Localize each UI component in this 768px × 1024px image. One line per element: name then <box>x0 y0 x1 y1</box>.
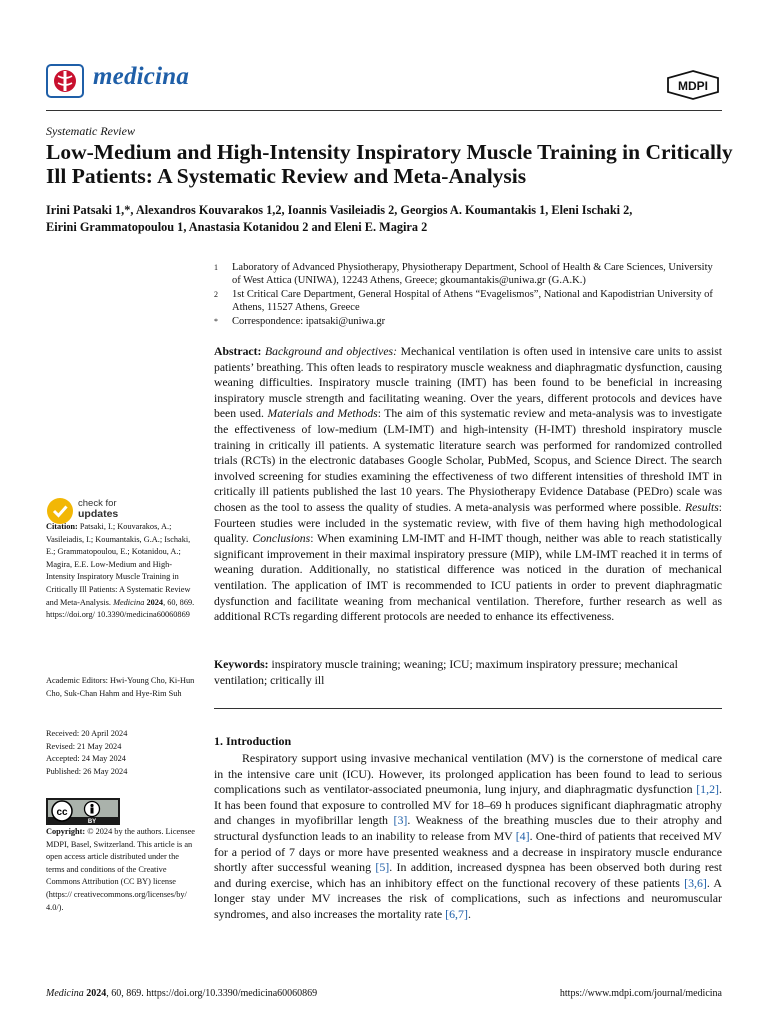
citation-journal: Medicina <box>113 597 145 607</box>
intro-text: . <box>467 906 471 921</box>
mdpi-logo-text: MDPI <box>678 79 708 93</box>
mdpi-logo[interactable] <box>666 70 720 100</box>
citation-link[interactable]: [6,7] <box>445 906 468 921</box>
citation-link[interactable]: [3] <box>393 813 408 828</box>
footer-journal-url[interactable]: https://www.mdpi.com/journal/medicina <box>559 988 722 999</box>
abstract-bg-label: Background and objectives: <box>264 345 397 358</box>
author-list <box>46 202 736 236</box>
revised-date: Revised: 21 May 2024 <box>46 741 122 751</box>
header-rule <box>46 110 722 111</box>
citation-label: Citation: <box>46 522 78 531</box>
check-updates-line1: check for <box>78 498 117 509</box>
affiliation-text: 1st Critical Care Department, General Hospital of Athens “Evagelismos”, National and Kapodistrian University of Athens, 11527 Athens, Greece <box>232 289 713 313</box>
abstract-conclusions-label: Conclusions <box>252 532 311 546</box>
intro-text: . Weakness of the breathing muscles due to their atrophy and structural dysfunction leads to an inability to release from MV <box>214 813 722 843</box>
citation-link[interactable]: [5] <box>375 860 390 875</box>
received-date: Received: 20 April 2024 <box>46 729 128 738</box>
abstract-results-label: Results <box>684 500 719 514</box>
article-type: Systematic Review <box>46 124 135 138</box>
intro-text: . It has been found that exposure to controlled MV for 18–69 h produces significant diaphragmatic atrophy and changes in myofibrillar length <box>214 782 722 828</box>
abstract-label: Abstract: <box>214 345 262 358</box>
citation-year: 2024 <box>144 597 164 607</box>
authors-line-1: Irini Patsaki 1,*, Alexandros Kouvarakos 1,2, Ioannis Vasileiadis 2, Georgios A. Koumantakis 1, Eleni Ischaki 2, <box>46 203 633 217</box>
footer-year: 2024 <box>83 988 107 999</box>
citation-block <box>46 521 196 622</box>
keywords-text: inspiratory muscle training; weaning; ICU; maximum inspiratory pressure; mechanical ventilation; critically ill <box>214 658 678 687</box>
article-title: Low-Medium and High-Intensity Inspiratory Muscle Training in Critically Ill Patients: A Systematic Review and Meta-Analysis <box>46 140 733 188</box>
copyright-text: © 2024 by the authors. Licensee MDPI, Basel, Switzerland. This article is an open access article distributed under the terms and conditions of the Creative Commons Attribution (CC BY) license (https:// creativecommons.org/licenses/by/ 4.0/). <box>46 827 195 912</box>
intro-paragraph <box>214 751 722 923</box>
section-rule <box>214 708 722 709</box>
footer-journal: Medicina <box>46 988 84 999</box>
authors-line-2: Eirini Grammatopoulou 1, Anastasia Kotanidou 2 and Eleni E. Magira 2 <box>46 220 428 234</box>
dates-block <box>46 728 196 778</box>
citation-link[interactable]: [1,2] <box>696 782 720 797</box>
medicina-emblem-icon <box>46 64 84 98</box>
correspondence <box>214 315 724 328</box>
correspondence-text[interactable]: Correspondence: ipatsaki@uniwa.gr <box>232 316 386 327</box>
cc-by-license-badge[interactable] <box>46 798 120 825</box>
affiliation-num: 1 <box>214 263 218 272</box>
affiliation-2 <box>214 288 724 314</box>
footer-doi[interactable]: , 60, 869. https://doi.org/10.3390/medicina60060869 <box>106 988 318 999</box>
copyright-block <box>46 826 196 914</box>
published-date: Published: 26 May 2024 <box>46 766 128 776</box>
abstract-bg-text: Mechanical ventilation is often used in intensive care units to assist patients’ breathing. This often leads to respiratory muscle weakness and diaphragmatic dysfunction, causing weaning difficulties. Inspiratory muscle training (IMT) has been found to be beneficial in increasing inspiratory muscle strength and facilitating weaning. Over the years, different protocols and devices have been used. <box>214 345 723 421</box>
citation-link[interactable]: [3,6] <box>684 875 707 890</box>
affiliation-1 <box>214 261 724 287</box>
academic-editors: Academic Editors: Hwi-Young Cho, Ki-Hun Cho, Suk-Chan Hahm and Hye-Rim Suh <box>46 676 195 698</box>
citation-doi[interactable]: , 60, 869. https://doi.org/ 10.3390/medicina60060869 <box>46 597 195 620</box>
abstract-mm-label: Materials and Methods <box>267 407 378 421</box>
abstract-mm-text: : The aim of this systematic review and meta-analysis was to investigate the effectiveness of low-medium (LM-IMT) and high-intensity (H-IMT) threshold inspiratory muscle training in critically ill patients. A systematic literature search was performed for randomized controlled trials (RCTs) in the electronic databases Google Scholar, PubMed, Scopus, and Science Direct. The search involved screening for studies examining the effectiveness of two different intensities of threshold IMT in critically ill patients published the last 10 years. The Physiotherapy Evidence Database (PEDro) scale was chosen as the tool to assess the quality of studies. A meta-analysis was performed where possible. <box>214 407 722 514</box>
abstract-results-text: : Fourteen studies were included in the systematic review, with five of them having high methodological quality. <box>214 500 722 546</box>
affiliation-num: 2 <box>214 290 218 299</box>
section-heading: 1. Introduction <box>214 734 292 748</box>
keywords <box>214 657 722 688</box>
intro-text: . A longer stay under MV increases the risk of complications, such as infections and neuromuscular syndromes, and also increases the mortality rate <box>214 875 722 921</box>
citation-link[interactable]: [4] <box>515 828 530 843</box>
affiliation-num: * <box>214 317 218 326</box>
accepted-date: Accepted: 24 May 2024 <box>46 754 126 764</box>
copyright-label: Copyright: <box>46 827 86 836</box>
intro-text: . In addition, increased dyspnea has been observed both during rest and during exercise, which has an inhibitory effect on the functional recovery of these patients <box>214 860 722 890</box>
affiliations <box>214 261 724 329</box>
abstract <box>214 344 722 625</box>
keywords-label: Keywords: <box>214 658 269 671</box>
intro-text: Respiratory support using invasive mechanical ventilation (MV) is the cornerstone of medical care in the intensive care unit (ICU). However, its prolonged application has been found to lead to serious complications such as ventilator-associated pneumonia, lung injury, and diaphragmatic dysfunction <box>214 751 722 797</box>
abstract-conclusions-text: : When examining LM-IMT and H-IMT though, neither was able to reach statistically significant improvement in their maximal inspiratory pressure (MIP), while LM-IMT reached it in terms of weaning duration. Additionally, no statistical difference was noticed in the duration of mechanical ventilation. The application of IMT is recommended to ICU patients in order to prevent diaphragmatic dysfunction and facilitate weaning from mechanical ventilation. Therefore, further research as well as additional RCTs regarding different protocols are needed to enhance its effectiveness. <box>214 532 722 624</box>
intro-text: . One-third of patients that received MV for a period of 7 days or more have presented weakness and a decrease in inspiratory muscle endurance shortly after successful weaning <box>214 828 722 875</box>
citation-text: Patsaki, I.; Kouvarakos, A.; Vasileiadis, I.; Koumantakis, G.A.; Ischaki, E.; Grammatopoulou, E.; Kotanidou, A.; Magira, E.E. Low-Medium and High-Intensity Inspiratory Muscle Training in Critically Ill Patients: A Systematic Review and Meta-Analysis. <box>46 522 191 607</box>
svg-text:cc: cc <box>56 807 68 818</box>
footer-citation <box>46 988 317 999</box>
cc-by-label: BY <box>87 819 97 825</box>
journal-name[interactable]: medicina <box>93 63 190 90</box>
affiliation-text: Laboratory of Advanced Physiotherapy, Physiotherapy Department, School of Health & Care Sciences, University of West Attica (UNIWA), 12243 Athens, Greece; gkoumantakis@uniwa.gr (G.A.K.) <box>232 262 713 286</box>
check-updates-line2: updates <box>78 508 119 520</box>
